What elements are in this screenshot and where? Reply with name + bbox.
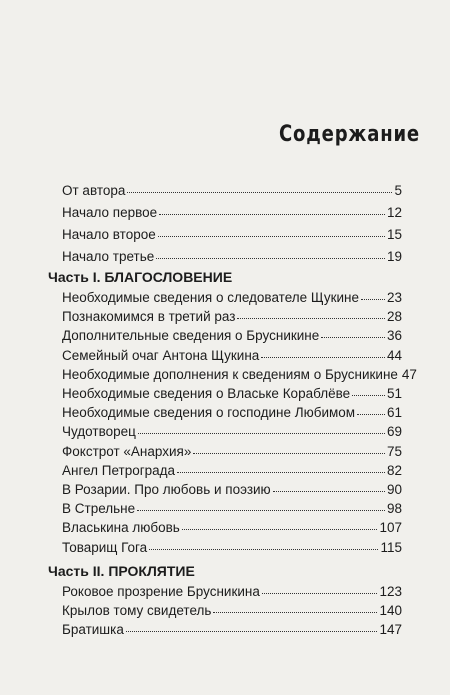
entry-page-number: 82 [386, 462, 402, 478]
dot-leader [138, 419, 385, 434]
toc-entry [62, 202, 402, 224]
dot-leader [237, 304, 385, 319]
part-heading: Часть I. БЛАГОСЛОВЕНИЕ [48, 269, 233, 285]
dot-leader [273, 477, 385, 492]
entry-page-number: 123 [379, 584, 402, 599]
dot-leader [361, 285, 385, 300]
entry-page-number: 147 [379, 622, 402, 638]
entry-title: От автора [62, 183, 126, 198]
dot-leader [159, 200, 385, 215]
toc-entry [62, 180, 402, 202]
entry-page-number: 51 [386, 386, 402, 401]
entry-page-number: 140 [379, 603, 402, 619]
entry-page-number: 90 [386, 482, 402, 497]
dot-leader [127, 178, 392, 193]
toc-entry [62, 224, 402, 246]
entry-page-number: 12 [386, 205, 402, 220]
entry-title: Семейный очаг Антона Щукина [62, 347, 260, 363]
entry-page-number: 107 [379, 520, 402, 536]
dot-leader [177, 458, 385, 473]
entry-title: Необходимые сведения о господине Любимом [62, 405, 356, 421]
entry-title: Товарищ Гога [62, 539, 148, 555]
entry-title: Познакомимся в третий раз [62, 309, 236, 325]
contents-title: Содержание [278, 122, 420, 147]
entry-title: Власькина любовь [62, 520, 180, 536]
entry-page-number: 36 [386, 328, 402, 344]
dot-leader [357, 400, 385, 415]
entry-page-number: 15 [386, 227, 402, 242]
entry-title: Ангел Петрограда [62, 462, 176, 478]
dot-leader [352, 381, 385, 396]
part-heading: Часть II. ПРОКЛЯТИЕ [48, 563, 195, 579]
entry-title: Чудотворец [62, 424, 136, 440]
dot-leader [126, 617, 378, 632]
entry-title: В Стрельне [62, 501, 136, 517]
entry-page-number: 19 [386, 249, 402, 264]
entry-title: Фокстрот «Анархия» [62, 443, 192, 459]
toc-entry [62, 619, 402, 641]
dot-leader [321, 323, 385, 338]
entry-page-number: 75 [386, 443, 402, 459]
entry-title: Дополнительные сведения о Брусникине [62, 328, 320, 344]
entry-title: Роковое прозрение Брусникина [62, 584, 260, 599]
dot-leader [213, 598, 377, 613]
dot-leader [149, 535, 378, 550]
entry-page-number: 44 [386, 347, 402, 363]
entry-title: Начало первое [62, 205, 158, 220]
dot-leader [158, 222, 385, 237]
entry-title: Крылов тому свидетель [62, 603, 212, 619]
entry-title: Начало третье [62, 249, 155, 264]
dot-leader [261, 343, 385, 358]
entry-page-number: 28 [386, 309, 402, 325]
entry-title: Необходимые дополнения к сведениям о Брусникине [62, 366, 398, 382]
dot-leader [262, 579, 378, 594]
entry-title: Братишка [62, 622, 124, 638]
dot-leader [193, 439, 385, 454]
entry-page-number: 47 [401, 366, 417, 382]
entry-page-number: 5 [394, 183, 402, 198]
entry-page-number: 98 [386, 501, 402, 517]
entry-title: Начало второе [62, 227, 156, 242]
entry-title: Необходимые сведения о Влаське Кораблёве [62, 386, 351, 401]
entry-page-number: 61 [386, 405, 402, 421]
toc-entry [62, 246, 402, 268]
entry-title: Необходимые сведения о следователе Щукине [62, 290, 359, 305]
dot-leader [137, 496, 385, 511]
entry-page-number: 115 [380, 539, 402, 555]
toc-entry [62, 537, 402, 559]
dot-leader [182, 515, 378, 530]
entry-page-number: 69 [386, 424, 402, 440]
entry-title: В Розарии. Про любовь и поэзию [62, 482, 271, 497]
dot-leader [156, 244, 385, 259]
entry-page-number: 23 [386, 290, 402, 305]
